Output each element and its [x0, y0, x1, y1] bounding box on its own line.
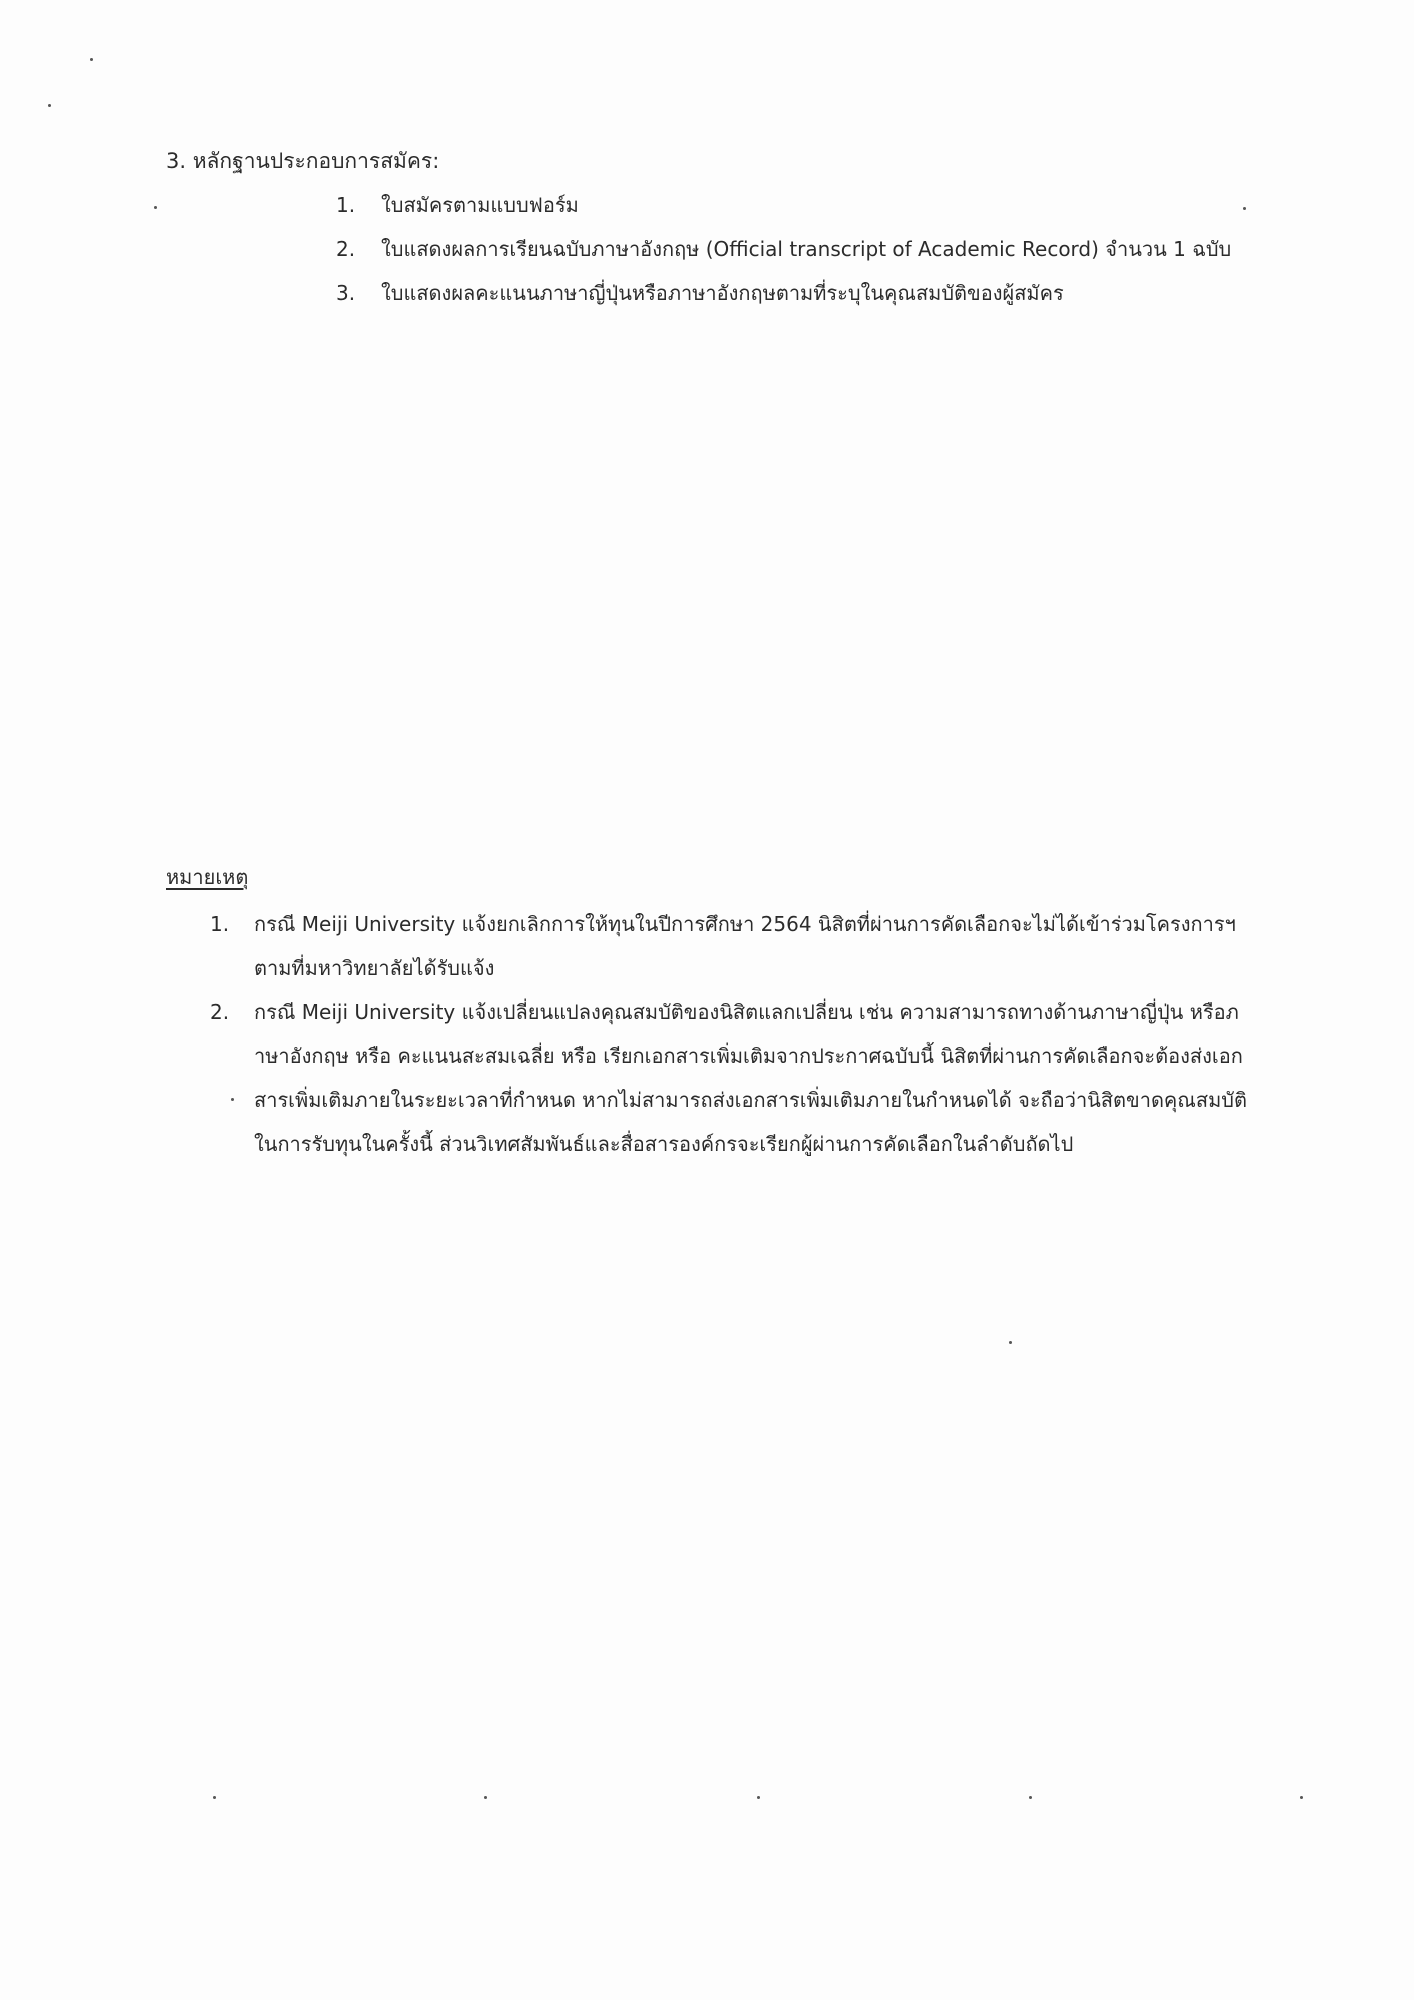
scan-speck — [90, 58, 93, 61]
scan-speck — [1243, 207, 1246, 210]
scan-speck — [1009, 1341, 1012, 1344]
scan-speck — [1029, 1796, 1032, 1799]
item-text: ใบแสดงผลการเรียนฉบับภาษาอังกฤษ (Official transcript of Academic Record) จำนวน 1 ฉบับ — [381, 237, 1232, 261]
remarks-list — [210, 902, 1250, 1166]
item-text: กรณี Meiji University แจ้งยกเลิกการให้ทุนในปีการศึกษา 2564 นิสิตที่ผ่านการคัดเลือกจะไม่ได้เข้าร่วมโครงการฯ ตามที่มหาวิทยาลัยได้รับแจ้ง — [254, 912, 1236, 980]
remarks-title: หมายเหตุ — [166, 865, 249, 889]
list-item — [336, 190, 1356, 234]
list-item — [336, 278, 1356, 322]
scan-speck — [48, 104, 51, 107]
item-text: ใบแสดงผลคะแนนภาษาญี่ปุ่นหรือภาษาอังกฤษตามที่ระบุในคุณสมบัติของผู้สมัคร — [381, 281, 1064, 305]
scan-speck — [154, 206, 157, 209]
item-text: ใบสมัครตามแบบฟอร์ม — [381, 193, 579, 217]
scan-speck — [231, 1098, 234, 1101]
item-number: 1. — [210, 912, 230, 936]
item-number: 2. — [336, 237, 356, 261]
list-item — [336, 234, 1356, 278]
item-number: 3. — [336, 281, 356, 305]
scan-speck — [484, 1796, 487, 1799]
scan-speck — [213, 1796, 216, 1799]
scan-speck — [1300, 1796, 1303, 1799]
item-text: กรณี Meiji University แจ้งเปลี่ยนแปลงคุณสมบัติของนิสิตแลกเปลี่ยน เช่น ความสามารถทางด้านภาษาญี่ปุ่น หรือภาษาอังกฤษ หรือ คะแนนสะสมเฉลี่ย หรือ เรียกเอกสารเพิ่มเติมจากประกาศฉบับนี้ นิสิตที่ผ่านการคัดเลือกจะต้องส่งเอกสารเพิ่มเติมภายในระยะเวลาที่กำหนด หากไม่สามารถส่งเอกสารเพิ่มเติมภายในกำหนดได้ จะถือว่านิสิตขาดคุณสมบัติในการรับทุนในครั้งนี้ ส่วนวิเทศสัมพันธ์และสื่อสารองค์กรจะเรียกผู้ผ่านการคัดเลือกในลำดับถัดไป — [254, 1000, 1247, 1156]
list-item — [210, 902, 1250, 990]
scan-speck — [757, 1796, 760, 1799]
item-number: 2. — [210, 1000, 230, 1024]
list-item — [210, 990, 1250, 1166]
item-number: 1. — [336, 193, 356, 217]
requirements-heading: 3. หลักฐานประกอบการสมัคร: — [166, 149, 440, 173]
requirements-list — [336, 190, 1356, 322]
